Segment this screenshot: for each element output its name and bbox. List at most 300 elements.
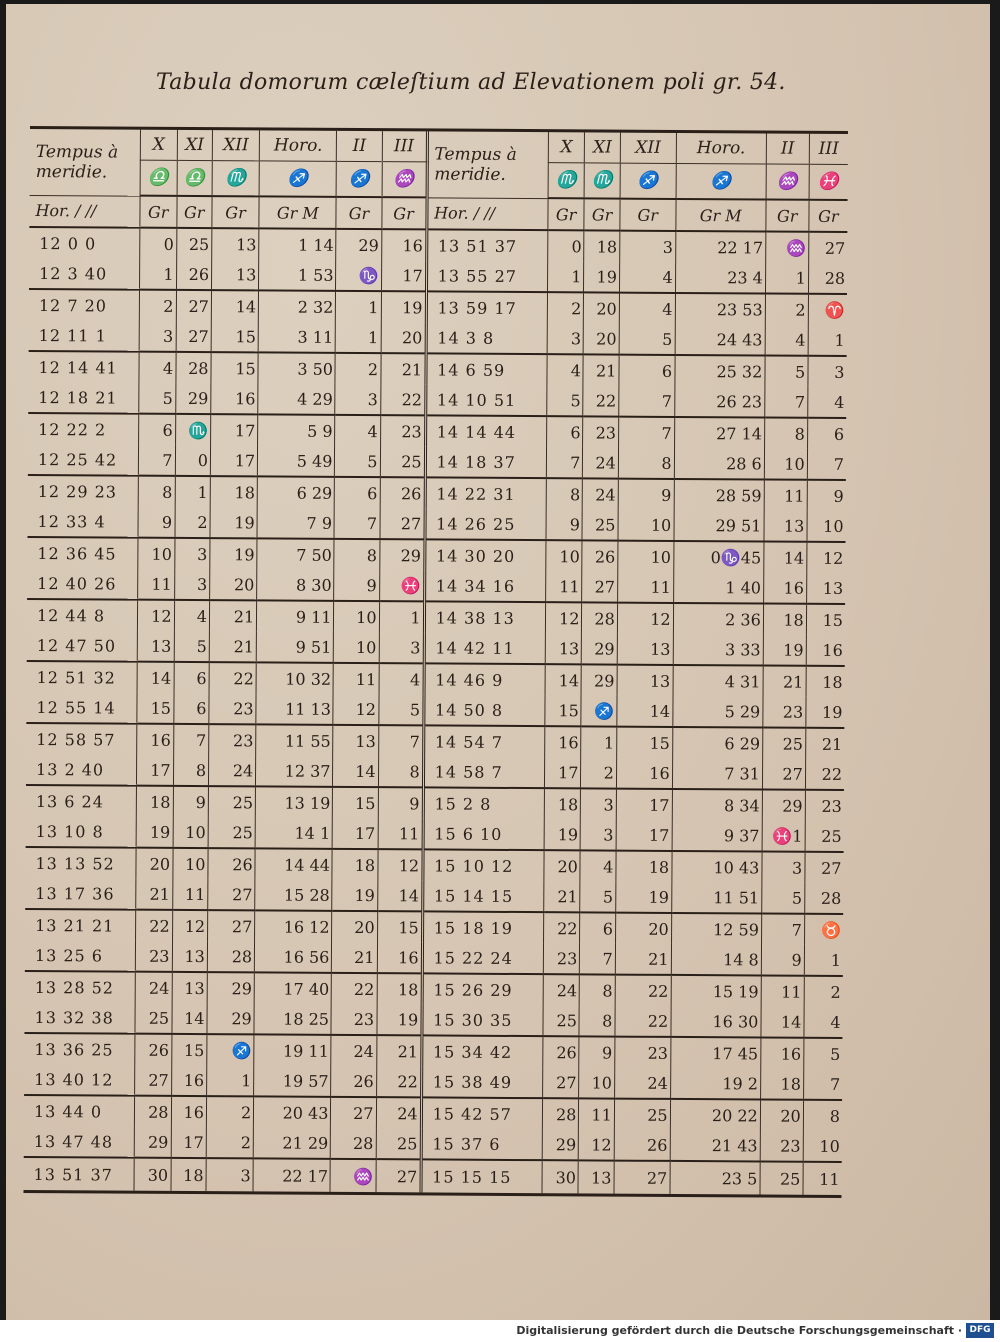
degree-cell: 9 11: [257, 600, 334, 631]
house-header: III: [809, 134, 848, 165]
table-row: [25, 847, 843, 883]
degree-cell: 2: [335, 353, 380, 384]
time-cell: 14 3 8: [426, 322, 547, 354]
time-cell: 13 40 12: [24, 1064, 135, 1096]
degree-cell: 7: [580, 943, 616, 974]
degree-cell: 11: [579, 1098, 615, 1129]
table-row: [26, 692, 844, 728]
table-row: [27, 599, 845, 635]
degree-cell: 23: [760, 1130, 803, 1161]
table-row: [28, 444, 846, 480]
degree-cell: 0♑45: [673, 541, 763, 573]
time-cell: 15 37 6: [421, 1128, 542, 1160]
degree-cell: 22: [543, 912, 580, 943]
degree-cell: ♒: [330, 1159, 375, 1192]
degree-cell: 19 11: [254, 1034, 331, 1065]
table-row: [25, 971, 843, 1007]
degree-cell: 9: [618, 479, 674, 510]
degree-cell: 12 59: [671, 913, 761, 945]
house-header: XII: [212, 130, 259, 161]
unit-header: Gr: [809, 200, 848, 232]
degree-cell: 23 53: [675, 293, 765, 325]
time-cell: 15 26 29: [422, 973, 543, 1005]
degree-cell: 8: [378, 756, 423, 787]
table-row: [27, 537, 845, 573]
degree-cell: ♉: [804, 914, 843, 945]
degree-cell: 16: [806, 635, 845, 666]
degree-cell: 20: [332, 911, 377, 942]
degree-cell: 18: [763, 603, 806, 634]
degree-cell: 12: [333, 694, 378, 725]
degree-cell: 18: [760, 1068, 803, 1099]
degree-cell: 11: [172, 879, 208, 910]
degree-cell: 4: [619, 262, 675, 293]
degree-cell: 19: [544, 819, 581, 850]
degree-cell: 19: [616, 882, 672, 913]
degree-cell: 13: [617, 634, 673, 665]
house-header: X: [140, 130, 177, 161]
degree-cell: 14: [333, 756, 378, 787]
degree-cell: 6: [174, 662, 210, 693]
degree-cell: 5: [580, 881, 616, 912]
degree-cell: 14: [172, 1003, 208, 1034]
degree-cell: 14: [545, 664, 582, 695]
degree-cell: 10: [618, 541, 674, 572]
degree-cell: 16: [763, 572, 806, 603]
zodiac-sign-icon: ♒: [766, 164, 809, 200]
degree-cell: 4: [335, 415, 380, 446]
degree-cell: 21: [209, 631, 256, 662]
degree-cell: 16: [761, 1037, 804, 1068]
degree-cell: 22: [583, 385, 619, 416]
degree-cell: 25: [380, 446, 425, 477]
degree-cell: 18: [210, 476, 257, 507]
degree-cell: 3 50: [258, 352, 335, 383]
degree-cell: 10 43: [672, 851, 762, 883]
degree-cell: 5 9: [258, 414, 335, 445]
degree-cell: 21: [583, 354, 619, 385]
time-cell: 13 10 8: [26, 816, 137, 848]
degree-cell: 27: [331, 1097, 376, 1128]
time-cell: 12 3 40: [29, 258, 140, 290]
degree-cell: 17: [544, 757, 581, 788]
degree-cell: 9: [546, 509, 583, 540]
degree-cell: 23: [380, 415, 425, 446]
degree-cell: 22 17: [253, 1158, 330, 1191]
degree-cell: 23: [543, 943, 580, 974]
time-cell: 14 6 59: [426, 353, 547, 385]
degree-cell: 19: [806, 697, 845, 728]
degree-cell: 25: [614, 1099, 670, 1130]
table-row: [27, 506, 845, 542]
degree-cell: 23: [135, 941, 172, 972]
unit-header: Gr: [140, 196, 177, 228]
table-row: [24, 1157, 842, 1195]
time-cell: 14 18 37: [425, 446, 546, 478]
degree-cell: 0: [175, 445, 211, 476]
degree-cell: 9: [173, 786, 209, 817]
degree-cell: 3: [174, 569, 210, 600]
degree-cell: 15: [806, 604, 845, 635]
degree-cell: 9: [579, 1036, 615, 1067]
degree-cell: 3: [139, 321, 176, 352]
degree-cell: 1: [581, 726, 617, 757]
degree-cell: 28: [542, 1098, 579, 1129]
degree-cell: 1: [808, 325, 847, 356]
degree-cell: 4: [379, 663, 424, 694]
table-row: [26, 785, 844, 821]
degree-cell: 10: [807, 511, 846, 542]
degree-cell: 18: [332, 849, 377, 880]
degree-cell: 10 32: [256, 662, 333, 693]
degree-cell: 12: [807, 542, 846, 573]
table-row: [29, 227, 847, 263]
degree-cell: 7: [173, 724, 209, 755]
time-cell: 12 40 26: [27, 568, 138, 600]
degree-cell: 24: [331, 1035, 376, 1066]
degree-cell: 3: [581, 788, 617, 819]
dfg-logo: DFG: [966, 1323, 994, 1338]
degree-cell: 16: [171, 1065, 207, 1096]
time-cell: 13 28 52: [34, 977, 115, 998]
degree-cell: 24: [614, 1068, 670, 1099]
degree-cell: 28: [582, 602, 618, 633]
house-header: XI: [177, 130, 213, 161]
degree-cell: 24: [376, 1097, 421, 1128]
degree-cell: 28: [331, 1128, 376, 1159]
degree-cell: 4 29: [258, 383, 335, 414]
unit-header: Gr: [620, 199, 676, 231]
degree-cell: 18: [377, 973, 422, 1004]
degree-cell: 2: [175, 507, 211, 538]
degree-cell: 19: [136, 817, 173, 848]
house-header: II: [337, 131, 382, 162]
degree-cell: 20 22: [670, 1099, 760, 1131]
degree-cell: 2: [765, 293, 808, 324]
degree-cell: 1 14: [259, 228, 336, 259]
degree-cell: 19: [332, 880, 377, 911]
degree-cell: 7: [619, 386, 675, 417]
degree-cell: 18: [584, 230, 620, 261]
degree-cell: 4: [139, 352, 176, 383]
degree-cell: 20 43: [254, 1096, 331, 1127]
degree-cell: 21: [805, 728, 844, 759]
degree-cell: 16 30: [671, 1006, 761, 1038]
degree-cell: 14 44: [255, 848, 332, 879]
house-header: XI: [585, 132, 621, 163]
degree-cell: 10: [803, 1131, 842, 1162]
degree-cell: 11: [617, 572, 673, 603]
degree-cell: 0: [140, 228, 177, 259]
time-cell: 12 51 32: [36, 667, 116, 688]
degree-cell: ♓1: [762, 820, 805, 851]
degree-cell: 17 40: [254, 972, 331, 1003]
degree-cell: 1: [207, 1065, 254, 1096]
time-cell: 12 18 21: [28, 382, 139, 414]
degree-cell: 3 33: [673, 634, 763, 666]
degree-cell: 12: [545, 602, 582, 633]
degree-cell: 11 13: [256, 693, 333, 724]
degree-cell: 8: [579, 1005, 615, 1036]
degree-cell: 17: [333, 818, 378, 849]
time-cell: 13 36 25: [34, 1039, 114, 1060]
degree-cell: 9: [761, 944, 804, 975]
degree-cell: 15: [137, 693, 174, 724]
degree-cell: 23: [763, 696, 806, 727]
degree-cell: 11: [138, 569, 175, 600]
degree-cell: 6: [173, 693, 209, 724]
degree-cell: 22: [332, 973, 377, 1004]
time-cell: 13 59 17: [426, 291, 547, 323]
degree-cell: 29: [207, 972, 254, 1003]
degree-cell: 19: [210, 507, 257, 538]
table-row: [24, 1095, 842, 1131]
degree-cell: 12 37: [256, 755, 333, 786]
degree-cell: 15: [211, 321, 258, 352]
table-row: [26, 723, 844, 759]
degree-cell: 13: [212, 228, 259, 259]
zodiac-sign-icon: ♐: [337, 161, 382, 197]
degree-cell: 8 30: [257, 569, 334, 600]
degree-cell: 17: [211, 414, 258, 445]
degree-cell: 28: [207, 941, 254, 972]
degree-cell: 13: [578, 1160, 614, 1193]
degree-cell: 0: [548, 230, 585, 261]
degree-cell: 22: [376, 1066, 421, 1097]
degree-cell: 26: [331, 1066, 376, 1097]
zodiac-sign-icon: ♐: [259, 161, 336, 197]
degree-cell: 13: [172, 941, 208, 972]
degree-cell: 13: [137, 631, 174, 662]
degree-cell: 15: [171, 1034, 207, 1065]
degree-cell: 25: [762, 727, 805, 758]
degree-cell: 8: [334, 539, 379, 570]
table-row: [24, 1064, 842, 1100]
degree-cell: 13: [333, 725, 378, 756]
degree-cell: 5: [765, 355, 808, 386]
degree-cell: 21: [763, 665, 806, 696]
degree-cell: 2 36: [673, 603, 763, 635]
unit-header: Gr M: [676, 199, 766, 232]
degree-cell: 7: [334, 508, 379, 539]
time-cell: 13 17 36: [25, 878, 136, 910]
degree-cell: 5: [804, 1038, 843, 1069]
degree-cell: 23: [209, 693, 256, 724]
degree-cell: 25: [376, 1128, 421, 1159]
time-cell: 15 2 8: [423, 787, 544, 819]
degree-cell: 8: [764, 417, 807, 448]
degree-cell: 9: [334, 570, 379, 601]
degree-cell: 11 55: [256, 724, 333, 755]
time-cell: 15 14 15: [422, 880, 543, 912]
time-cell: 15 30 35: [422, 1004, 543, 1036]
degree-cell: 27 14: [674, 417, 764, 449]
house-header: II: [766, 133, 809, 164]
degree-cell: 8: [173, 755, 209, 786]
degree-cell: 1: [175, 476, 211, 507]
degree-cell: 26: [135, 1034, 172, 1065]
degree-cell: 10: [138, 538, 175, 569]
degree-cell: 7: [546, 447, 583, 478]
degree-cell: 1: [765, 262, 808, 293]
degree-cell: 12: [137, 600, 174, 631]
degree-cell: 6: [139, 414, 176, 445]
degree-cell: 8: [803, 1100, 842, 1131]
degree-cell: 5: [378, 694, 423, 725]
degree-cell: 13 19: [255, 786, 332, 817]
degree-cell: 23 5: [670, 1161, 760, 1195]
degree-cell: 9: [378, 787, 423, 818]
degree-cell: 1: [336, 291, 381, 322]
degree-cell: 27: [176, 290, 212, 321]
time-cell: 15 6 10: [423, 818, 544, 850]
degree-cell: 7: [761, 913, 804, 944]
time-cell: 14 50 8: [423, 694, 544, 726]
houses-table-frame: [23, 126, 848, 1198]
units-time: Hor. / //: [427, 197, 548, 230]
degree-cell: 25: [805, 821, 844, 852]
time-cell: 14 34 16: [424, 570, 545, 602]
time-cell: 14 30 20: [424, 539, 545, 571]
house-header: III: [382, 131, 427, 162]
time-cell: 15 10 12: [423, 849, 544, 881]
time-cell: 15 38 49: [421, 1066, 542, 1098]
time-cell: 14 38 13: [424, 601, 545, 633]
degree-cell: 5: [335, 446, 380, 477]
degree-cell: 17 45: [670, 1037, 760, 1069]
degree-cell: 21: [380, 353, 425, 384]
degree-cell: 5: [174, 631, 210, 662]
degree-cell: 6: [619, 355, 675, 386]
time-cell: 12 11 1: [29, 320, 140, 352]
degree-cell: 29: [581, 664, 617, 695]
time-header-left: [30, 129, 141, 196]
degree-cell: 22: [209, 662, 256, 693]
degree-cell: 23: [805, 790, 844, 821]
degree-cell: 3: [206, 1158, 253, 1191]
degree-cell: 20: [136, 848, 173, 879]
degree-cell: 14: [617, 696, 673, 727]
degree-cell: 5: [762, 882, 805, 913]
time-cell: 13 51 37: [426, 229, 547, 261]
degree-cell: 2: [206, 1096, 253, 1127]
degree-cell: 5 29: [672, 696, 762, 728]
degree-cell: 26: [208, 848, 255, 879]
degree-cell: 27: [380, 508, 425, 539]
degree-cell: 18: [806, 666, 845, 697]
degree-cell: 13: [211, 259, 258, 290]
degree-cell: 28 6: [674, 448, 764, 480]
degree-cell: 7 50: [257, 538, 334, 569]
time-cell: 12 14 41: [38, 357, 118, 378]
table-row: [28, 351, 846, 387]
degree-cell: 4 31: [673, 665, 763, 697]
degree-cell: 22: [380, 384, 425, 415]
degree-cell: 18: [136, 786, 173, 817]
table-row: [24, 1126, 842, 1162]
time-cell: 14 22 31: [425, 477, 546, 509]
degree-cell: 21: [136, 879, 173, 910]
degree-cell: 12: [172, 910, 208, 941]
zodiac-sign-icon: ♐: [676, 163, 766, 199]
degree-cell: 19: [763, 634, 806, 665]
degree-cell: 10: [579, 1067, 615, 1098]
degree-cell: 28: [804, 883, 843, 914]
degree-cell: 25: [176, 228, 212, 259]
degree-cell: 13: [764, 510, 807, 541]
time-cell: 15 42 57: [421, 1097, 542, 1129]
time-label-bottom: meridie.: [434, 164, 506, 185]
degree-cell: 6: [546, 416, 583, 447]
degree-cell: 17: [210, 445, 257, 476]
table-row: [24, 1033, 842, 1069]
degree-cell: 11: [546, 571, 583, 602]
table-row: [25, 940, 843, 976]
house-header: XII: [620, 133, 676, 164]
degree-cell: 3: [335, 384, 380, 415]
degree-cell: 7 9: [257, 507, 334, 538]
degree-cell: 27: [542, 1067, 579, 1098]
time-label-bottom: meridie.: [35, 161, 108, 183]
time-cell: 15 22 24: [422, 942, 543, 974]
degree-cell: 24: [583, 478, 619, 509]
time-cell: 14 58 7: [423, 756, 544, 788]
degree-cell: 14 1: [255, 817, 332, 848]
degree-cell: 23: [209, 724, 256, 755]
unit-header: Gr: [584, 198, 620, 230]
degree-cell: 10: [764, 448, 807, 479]
zodiac-sign-icon: ♎: [177, 160, 213, 196]
degree-cell: 21 43: [670, 1130, 760, 1162]
time-cell: 12 55 14: [26, 692, 137, 724]
degree-cell: 13: [617, 665, 673, 696]
degree-cell: 6: [580, 912, 616, 943]
degree-cell: 9 51: [256, 631, 333, 662]
time-cell: 13 21 21: [35, 915, 115, 936]
time-cell: 13 6 24: [35, 791, 105, 811]
degree-cell: ♐: [581, 695, 617, 726]
degree-cell: 16: [616, 758, 672, 789]
degree-cell: 1 53: [259, 259, 336, 290]
degree-cell: 23: [615, 1037, 671, 1068]
table-row: [25, 909, 843, 945]
degree-cell: 26: [543, 1036, 580, 1067]
degree-cell: 21: [332, 942, 377, 973]
page-title: Tabula domorum cæleſtium ad Elevationem poli gr. 54.: [156, 70, 786, 95]
time-cell: 13 47 48: [24, 1126, 135, 1158]
degree-cell: 3: [762, 851, 805, 882]
degree-cell: 3: [620, 231, 676, 262]
time-cell: 13 51 37: [33, 1164, 113, 1185]
degree-cell: 9 37: [672, 820, 762, 852]
degree-cell: 12: [617, 603, 673, 634]
degree-cell: 16: [171, 1096, 207, 1127]
degree-cell: 15: [377, 911, 422, 942]
table-row: [26, 754, 844, 790]
time-cell: 13 2 40: [26, 754, 137, 786]
degree-cell: 20: [615, 913, 671, 944]
degree-cell: 25: [760, 1161, 803, 1194]
degree-cell: 8: [580, 974, 616, 1005]
table-row: [28, 475, 846, 511]
zodiac-sign-icon: ♐: [620, 163, 676, 199]
degree-cell: 22: [805, 759, 844, 790]
degree-cell: 25: [582, 509, 618, 540]
units-time: Hor. / //: [29, 195, 140, 228]
degree-cell: 13: [806, 573, 845, 604]
unit-header: Gr: [381, 197, 426, 229]
degree-cell: 28 59: [674, 479, 764, 511]
